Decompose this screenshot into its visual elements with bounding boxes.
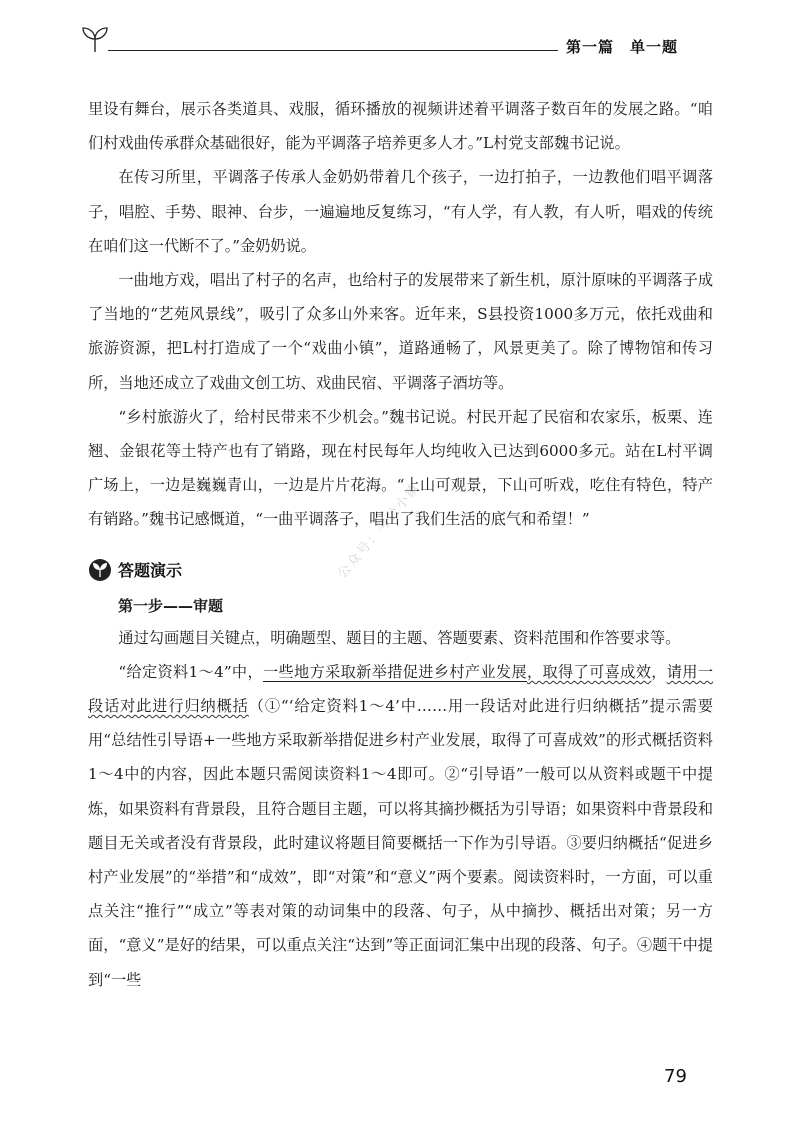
sprout-badge-icon [88, 558, 112, 582]
watermark: 公众号：考公小镇 [335, 479, 424, 582]
analysis-text: （①“‘给定资料1～4’中……用一段话对此进行归纳概括”提示需要用“总结性引导语+一些地方采取新举措促进乡村产业发展，取得了可喜成效”的形式概括资料1～4中的内容，因此本题只需阅读资料1～4即可。②“引导语”一般可以从资料或题干中提炼，如果资料有背景段，且符合题目主题，可以将其摘抄概括为引导语；如果资料中背景段和题目无关或者没有背景段，此时建议将题目简要概括一下作为引导语。③要归纳概括“促进乡村产业发展”的“举措”和“成效”，即“对策”和“意义”两个要素。阅读资料时，一方面，可以重点关注“推行”“成立”等表对策的动词集中的段落、句子，从中摘抄、概括出对策；另一方面，“意义”是好的结果，可以重点关注“达到”等正面词汇集中出现的段落、句子。④题干中提到“一些 [88, 697, 714, 989]
material-paragraph: 里设有舞台，展示各类道具、戏服，循环播放的视频讲述着平调落子数百年的发展之路。“咱们村戏曲传承群众基础很好，能为平调落子培养更多人才。”L村党支部魏书记说。 [88, 100, 713, 153]
step-intro: 通过勾画题目关键点，明确题型、题目的主题、答题要素、资料范围和作答要求等。 [118, 628, 681, 647]
step-title: 第一步——审题 [118, 596, 224, 615]
material-paragraph: 在传习所里，平调落子传承人金奶奶带着几个孩子，一边打拍子，一边教他们唱平调落子，唱腔、手势、眼神、台步，一遍遍地反复练习，“有人学，有人教，有人听，唱戏的传统在咱们这一代断不了。”金奶奶说。 [88, 168, 713, 255]
page-header [0, 0, 800, 70]
section-heading [88, 555, 713, 585]
chapter-title: 第一篇 单一题 [566, 38, 679, 56]
material-paragraph: 一曲地方戏，唱出了村子的名声，也给村子的发展带来了新生机，原汁原味的平调落子成了当地的“艺苑风景线”，吸引了众多山外来客。近年来，S县投资1000多万元，依托戏曲和旅游资源，把L村打造成了一个“戏曲小镇”，道路通畅了，风景更美了。除了博物馆和传习所，当地还成立了戏曲文创工坊、戏曲民宿、平调落子酒坊等。 [88, 271, 713, 392]
sprout-icon [78, 22, 112, 56]
wavy-keyphrase: ，取得了可喜成效 [527, 662, 652, 681]
question-analysis [88, 655, 713, 997]
question-text: ， [651, 662, 667, 681]
material-paragraph: “乡村旅游火了，给村民带来不少机会。”魏书记说。村民开起了民宿和农家乐，板栗、连翘、金银花等土特产也有了销路，现在村民每年人均纯收入已达到6000多元。站在L村平调广场上，一边是巍巍青山，一边是片片花海。“上山可观景，下山可听戏，吃住有特色，特产有销路。”魏书记感慨道，“一曲平调落子，唱出了我们生活的底气和希望！” [88, 407, 713, 529]
page-number: 79 [664, 1066, 687, 1087]
header-rule [108, 50, 558, 51]
underlined-keyphrase: 一些地方采取新举措促进乡村产业发展 [262, 662, 527, 681]
section-title: 答题演示 [118, 561, 183, 581]
page-body [88, 92, 713, 997]
question-text: “给定资料1～4”中， [118, 662, 263, 681]
wavy-requirement: 请用一段话对此进行归纳概括 [88, 662, 714, 716]
